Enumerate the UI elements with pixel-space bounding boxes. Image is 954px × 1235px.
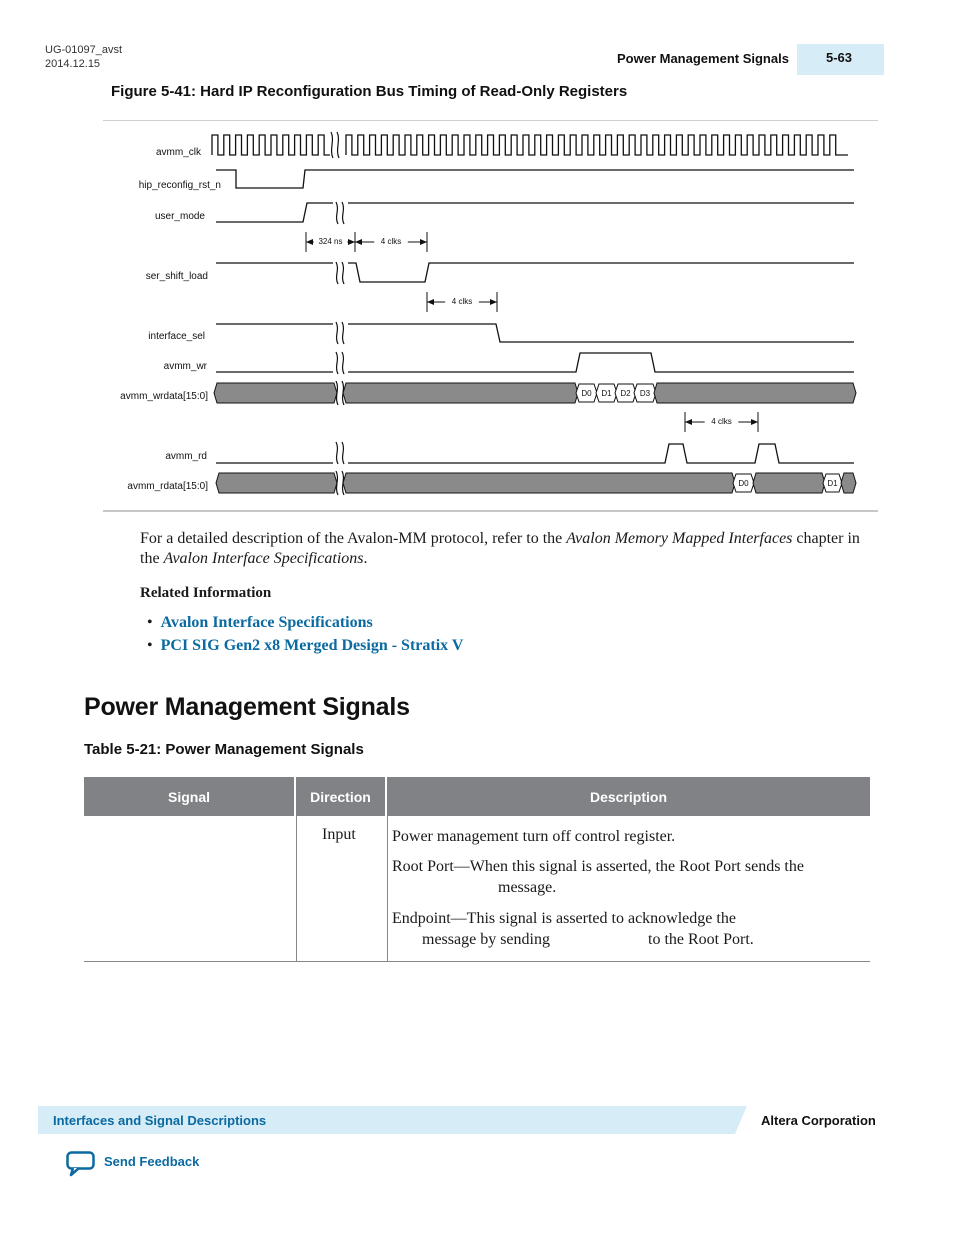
figure-title: Figure 5-41: Hard IP Reconfiguration Bus Timing of Read-Only Registers xyxy=(111,83,628,100)
wrdata-word-d3: D3 xyxy=(639,389,651,398)
avmm-wr-break xyxy=(342,352,344,374)
para-ref-avalon-mm: Avalon Memory Mapped Interfaces xyxy=(566,530,793,547)
speech-bubble-icon[interactable] xyxy=(66,1151,96,1177)
annotation-324ns-arrow-right xyxy=(348,239,355,245)
doc-date-text: 2014.12.15 xyxy=(45,58,101,70)
signal-label-avmm_clk: avmm_clk xyxy=(155,147,201,158)
avmm-wr-break xyxy=(336,352,338,374)
clock-break xyxy=(337,132,339,158)
para-text-3: . xyxy=(363,550,368,567)
ser-shift-load-break xyxy=(342,262,344,284)
wrdata-bus-segment xyxy=(654,383,856,403)
wrdata-bus-segment xyxy=(214,383,337,403)
ser-shift-load-wave xyxy=(348,263,854,282)
footer-chapter-link[interactable]: Interfaces and Signal Descriptions xyxy=(53,1113,267,1128)
rdata-bus-segment xyxy=(343,473,735,493)
wrdata-word-d0: D0 xyxy=(581,389,592,398)
annotation-324ns: 324 ns xyxy=(318,237,343,246)
body-paragraph xyxy=(140,529,860,569)
rst-wave xyxy=(216,170,854,188)
signal-label-hip_reconfig_rst_n: hip_reconfig_rst_n xyxy=(138,180,221,191)
annotation-4clks-b-arrow-right xyxy=(490,299,497,305)
cell-direction: Input xyxy=(322,826,356,843)
footer-company: Altera Corporation xyxy=(761,1113,876,1128)
description-line: Root Port—When this signal is asserted, the Root Port sends the xyxy=(392,858,804,875)
description-line: Endpoint—This signal is asserted to acknowledge the xyxy=(392,910,736,927)
bullet-icon: • xyxy=(147,637,153,654)
wrdata-bus-segment xyxy=(343,383,578,403)
avmm-rd-break xyxy=(342,442,344,464)
signal-label-interface_sel: interface_sel xyxy=(148,331,205,342)
user-mode-wave xyxy=(216,203,333,222)
description-line: message by sending xyxy=(422,931,550,948)
signal-label-avmm_rdata150: avmm_rdata[15:0] xyxy=(127,481,208,492)
signal-label-avmm_rd: avmm_rd xyxy=(165,451,207,462)
related-link-label[interactable]: PCI SIG Gen2 x8 Merged Design - Stratix V xyxy=(160,637,464,654)
rdata-word-d0: D0 xyxy=(738,479,749,488)
para-text-1: For a detailed description of the Avalon-MM protocol, refer to the xyxy=(140,530,567,547)
interface-sel-wave xyxy=(348,324,854,342)
description-line: to the Root Port. xyxy=(648,931,754,948)
annotation-4clks-b: 4 clks xyxy=(451,297,473,306)
signal-label-avmm_wrdata150: avmm_wrdata[15:0] xyxy=(120,391,208,402)
rdata-word-d1: D1 xyxy=(827,479,838,488)
rdata-bus-segment xyxy=(216,473,337,493)
table-title: Table 5-21: Power Management Signals xyxy=(84,741,364,758)
bullet-icon: • xyxy=(147,614,153,631)
avmm-rd-wave xyxy=(348,444,854,463)
para-text-2: chapter in the xyxy=(140,530,860,567)
interface-sel-break xyxy=(342,322,344,344)
cell-direction-wrap xyxy=(296,816,386,961)
user-mode-break xyxy=(336,202,338,224)
signal-label-user_mode: user_mode xyxy=(154,211,205,222)
rdata-bus-segment xyxy=(841,473,856,493)
signal-label-ser_shift_load: ser_shift_load xyxy=(145,271,208,282)
doc-id-text: UG-01097_avst xyxy=(45,44,123,56)
cell-signal xyxy=(84,816,294,961)
clock-break xyxy=(331,132,333,158)
annotation-4clks-a-arrow-left xyxy=(355,239,362,245)
related-link-avalon-spec[interactable] xyxy=(147,614,373,632)
rdata-bus-segment xyxy=(753,473,825,493)
annotation-4clks-a: 4 clks xyxy=(380,237,402,246)
interface-sel-break xyxy=(336,322,338,344)
cell-description xyxy=(387,816,871,961)
annotation-324ns-arrow-left xyxy=(306,239,313,245)
related-link-pci-sig[interactable] xyxy=(147,637,463,655)
description-line: message. xyxy=(498,879,557,896)
running-header-section: Power Management Signals xyxy=(617,51,789,66)
clock-wave xyxy=(346,135,848,155)
annotation-4clks-c-arrow-right xyxy=(751,419,758,425)
annotation-4clks-b-arrow-left xyxy=(427,299,434,305)
avmm-rd-break xyxy=(336,442,338,464)
annotation-4clks-c: 4 clks xyxy=(711,417,732,426)
section-title: Power Management Signals xyxy=(84,693,410,721)
related-information-heading: Related Information xyxy=(140,585,272,601)
figure-bottom-rule xyxy=(103,510,878,512)
footer-band-tip xyxy=(735,1106,747,1134)
column-header-signal: Signal xyxy=(84,777,294,816)
wrdata-word-d2: D2 xyxy=(620,389,631,398)
column-header-description: Description xyxy=(387,777,870,816)
wrdata-word-d1: D1 xyxy=(601,389,612,398)
page-number: 5-63 xyxy=(826,50,853,65)
send-feedback-link[interactable]: Send Feedback xyxy=(104,1154,200,1169)
annotation-4clks-a-arrow-right xyxy=(420,239,427,245)
column-header-direction: Direction xyxy=(296,777,385,816)
para-ref-avalon-spec: Avalon Interface Specifications xyxy=(163,550,364,567)
related-link-label[interactable]: Avalon Interface Specifications xyxy=(160,614,373,631)
signal-label-avmm_wr: avmm_wr xyxy=(163,361,207,372)
description-line: Power management turn off control register. xyxy=(392,828,676,845)
ser-shift-load-break xyxy=(336,262,338,284)
table-bottom-rule xyxy=(84,961,870,962)
user-mode-break xyxy=(342,202,344,224)
annotation-4clks-c-arrow-left xyxy=(685,419,692,425)
timing-diagram xyxy=(0,0,954,520)
avmm-wr-wave xyxy=(348,353,854,372)
clock-wave xyxy=(212,135,330,155)
